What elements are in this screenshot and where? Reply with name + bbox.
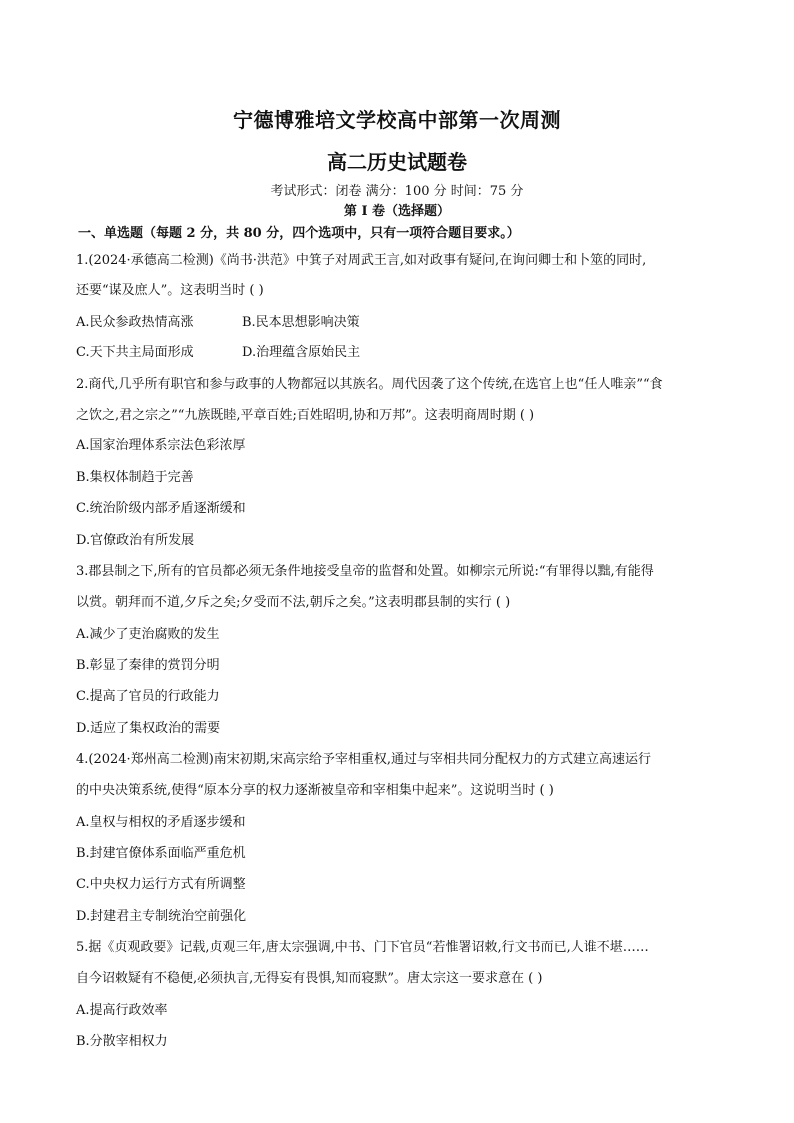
question-4-stem-line-2: 的中央决策系统,使得“原本分享的权力逐渐被皇帝和宰相集中起来”。这说明当时 ( ) (76, 783, 554, 798)
question-2-option-b: B.集权体制趋于完善 (76, 470, 194, 485)
question-1-option-c: C.天下共主局面形成 (76, 345, 194, 360)
question-4-stem-line-1: 4.(2024·郑州高二检测)南宋初期,宋高宗给予宰相重权,通过与宰相共同分配权力的方式建立高速运行 (76, 752, 652, 767)
question-3-stem-line-2: 以赏。朝拜而不道,夕斥之矣;夕受而不法,朝斥之矣。”这表明郡县制的实行 ( ) (76, 595, 511, 610)
question-1-option-d: D.治理蕴含原始民主 (242, 345, 361, 360)
question-1-stem-line-1: 1.(2024·承德高二检测)《尚书·洪范》中箕子对周武王言,如对政事有疑问,在询问卿士和卜筮的同时, (76, 253, 647, 268)
question-2-option-d: D.官僚政治有所发展 (76, 533, 195, 548)
question-3-option-b: B.彰显了秦律的赏罚分明 (76, 658, 220, 673)
question-3-option-a: A.减少了吏治腐败的发生 (76, 627, 220, 642)
question-2-stem-line-2: 之饮之,君之宗之”“九族既睦,平章百姓;百姓昭明,协和万邦”。这表明商周时期 ( ) (76, 408, 535, 423)
exam-info: 考试形式：闭卷 满分：100 分 时间：75 分 (270, 184, 524, 199)
question-2-option-a: A.国家治理体系宗法色彩浓厚 (76, 438, 246, 453)
school-title: 宁德博雅培文学校高中部第一次周测 (233, 108, 561, 132)
question-5-stem-line-1: 5.据《贞观政要》记载,贞观三年,唐太宗强调,中书、门下官员“若惟署诏敕,行文书而已,人谁不堪…… (76, 940, 649, 955)
question-3-stem-line-1: 3.郡县制之下,所有的官员都必须无条件地接受皇帝的监督和处置。如柳宗元所说:“有罪得以黜,有能得 (76, 564, 654, 579)
part-title: 第 I 卷（选择题） (343, 204, 451, 219)
question-2-option-c: C.统治阶级内部矛盾逐渐缓和 (76, 501, 246, 516)
question-3-option-d: D.适应了集权政治的需要 (76, 721, 221, 736)
question-4-option-b: B.封建官僚体系面临严重危机 (76, 846, 246, 861)
question-1-option-a: A.民众参政热情高涨 (76, 315, 194, 330)
question-4-option-c: C.中央权力运行方式有所调整 (76, 877, 246, 892)
question-1-options-row-1 (76, 311, 360, 330)
question-5-option-b: B.分散宰相权力 (76, 1034, 168, 1049)
question-4-option-a: A.皇权与相权的矛盾逐步缓和 (76, 815, 246, 830)
question-4-option-d: D.封建君主专制统治空前强化 (76, 909, 247, 924)
question-1-option-b: B.民本思想影响决策 (242, 315, 360, 330)
question-5-stem-line-2: 自今诏敕疑有不稳便,必须执言,无得妄有畏惧,知而寝默”。唐太宗这一要求意在 ( ) (76, 971, 543, 986)
question-3-option-c: C.提高了官员的行政能力 (76, 689, 220, 704)
question-1-stem-line-2: 还要“谋及庶人”。这表明当时 ( ) (76, 283, 264, 298)
section-heading: 一、单选题（每题 2 分，共 80 分，四个选项中，只有一项符合题目要求。） (78, 226, 520, 241)
question-5-option-a: A.提高行政效率 (76, 1003, 168, 1018)
question-1-options-row-2 (76, 341, 361, 360)
question-2-stem-line-1: 2.商代,几乎所有职官和参与政事的人物都冠以其族名。周代因袭了这个传统,在选官上也“任人唯亲”“食 (76, 377, 663, 392)
exam-title: 高二历史试题卷 (327, 150, 467, 174)
